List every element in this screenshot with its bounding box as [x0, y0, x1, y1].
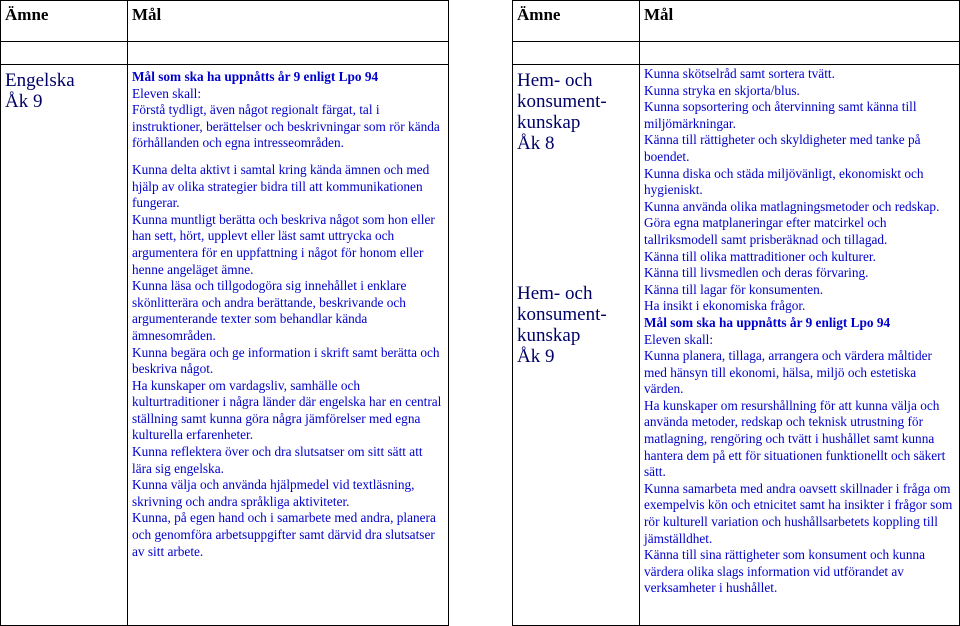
goal-paragraph: Kunna läsa och tillgodogöra sig innehållet i enklare skönlitterära och andra berättande, beskrivande och argumenterande texter som behandlar kända ämnesområden. [132, 278, 407, 343]
goal-paragraph: Kunna begära och ge information i skrift samt berätta och beskriva något. [132, 344, 440, 377]
subject-block-year8 [517, 70, 635, 283]
subject-line: kunskap [517, 325, 581, 346]
subject-year: Åk 8 [517, 133, 555, 154]
goal-paragraph: Kunna muntligt berätta och beskriva något som hon eller han sett, hört, upplevt eller läst samt uttrycka och argumentera för en uppfattning i något för honom eller henne angeläget ämne. [132, 211, 435, 277]
year9-item: Kunna samarbeta med andra oavsett skillnader i fråga om exempelvis kön och etnicitet samt ha insikter i frågor som rör kulturell variation och hushållsarbetets koppling till jämställdhet. [644, 480, 953, 546]
goal-paragraph: Kunna delta aktivt i samtal kring kända ämnen och med hjälp av olika strategier bidra till att kommunikationen fungerar. [132, 161, 430, 211]
subject-block-year9 [517, 283, 635, 367]
goal-heading: Mål som ska ha uppnåtts år 9 enligt Lpo 94 [644, 314, 891, 330]
year8-item: Kunna sopsortering och återvinning samt känna till miljömärkningar. [644, 99, 917, 131]
subject-line: Hem- och [517, 70, 593, 91]
header-goal: Mål [640, 1, 960, 42]
year8-item: Kunna diska och städa miljövänligt, ekonomiskt och hygieniskt. [644, 165, 924, 198]
subject-line: kunskap [517, 112, 581, 133]
year8-item: Känna till rättigheter och skyldigheter med tanke på boendet. [644, 132, 921, 164]
year8-item: Känna till lagar för konsumenten. [644, 281, 824, 297]
left-table [0, 0, 449, 626]
goal-paragraph: Kunna, på egen hand och i samarbete med andra, planera och genomföra arbetsuppgifter samt därvid dra slutsatser av sitt arbete. [132, 510, 436, 559]
goal-paragraph: Kunna reflektera över och dra slutsatser om sitt sätt att lära sig engelska. [132, 444, 423, 476]
goal-heading: Mål som ska ha uppnåtts år 9 enligt Lpo 94 [132, 69, 379, 84]
year8-item: Göra egna matplaneringar efter matcirkel och tallriksmodell samt prisberäknad och tillagad. [644, 215, 888, 247]
year8-item: Kunna stryka en skjorta/blus. [644, 82, 800, 98]
right-table [512, 0, 960, 626]
year9-item: Ha kunskaper om resurshållning för att kunna välja och använda metoder, redskap och teknisk utrustning för matlagning, rengöring och tvätt i hushållet samt kunna hantera dem på ett för situationen funktionellt och säkert sätt. [644, 397, 946, 480]
year9-item: Kunna planera, tillaga, arrangera och värdera måltider med hänsyn till ekonomi, hälsa, miljö och estetiska värden. [644, 348, 932, 397]
header-subject: Ämne [1, 1, 128, 42]
year8-item: Kunna skötselråd samt sortera tvätt. [644, 66, 835, 81]
year8-item: Känna till livsmedlen och deras förvaring. [644, 265, 869, 281]
subject-name: Engelska [5, 70, 75, 91]
year8-item: Ha insikt i ekonomiska frågor. [644, 298, 806, 314]
subject-line: Hem- och [517, 283, 593, 304]
goal-intro: Eleven skall: [132, 85, 202, 101]
subject-year: Åk 9 [5, 91, 43, 112]
subject-line: konsument- [517, 304, 607, 325]
subject-cell [513, 65, 640, 626]
header-subject: Ämne [513, 1, 640, 42]
goal-intro: Eleven skall: [644, 331, 714, 347]
goal-cell [640, 65, 960, 626]
goal-paragraph: Ha kunskaper om vardagsliv, samhälle och kulturtraditioner i några länder där engelska har en central ställning samt kunna göra några jämförelser med egna kulturella erfarenheter. [132, 377, 442, 443]
year8-item: Kunna använda olika matlagningsmetoder och redskap. [644, 198, 940, 214]
subject-year: Åk 9 [517, 346, 555, 367]
subject-line: konsument- [517, 91, 607, 112]
header-goal: Mål [128, 1, 449, 42]
year8-item: Känna till olika mattraditioner och kulturer. [644, 248, 876, 264]
goal-paragraph: Kunna välja och använda hjälpmedel vid textläsning, skrivning och andra språkliga aktiviteter. [132, 477, 415, 509]
goal-paragraph: Förstå tydligt, även något regionalt färgat, tal i instruktioner, berättelser och beskrivningar som rör kända förhållanden och egna intresseområden. [132, 102, 440, 151]
goal-cell [128, 65, 449, 626]
subject-cell [1, 65, 128, 626]
year9-item: Känna till sina rättigheter som konsument och kunna värdera olika slags information vid utförandet av verksamheter i hushållet. [644, 547, 926, 596]
